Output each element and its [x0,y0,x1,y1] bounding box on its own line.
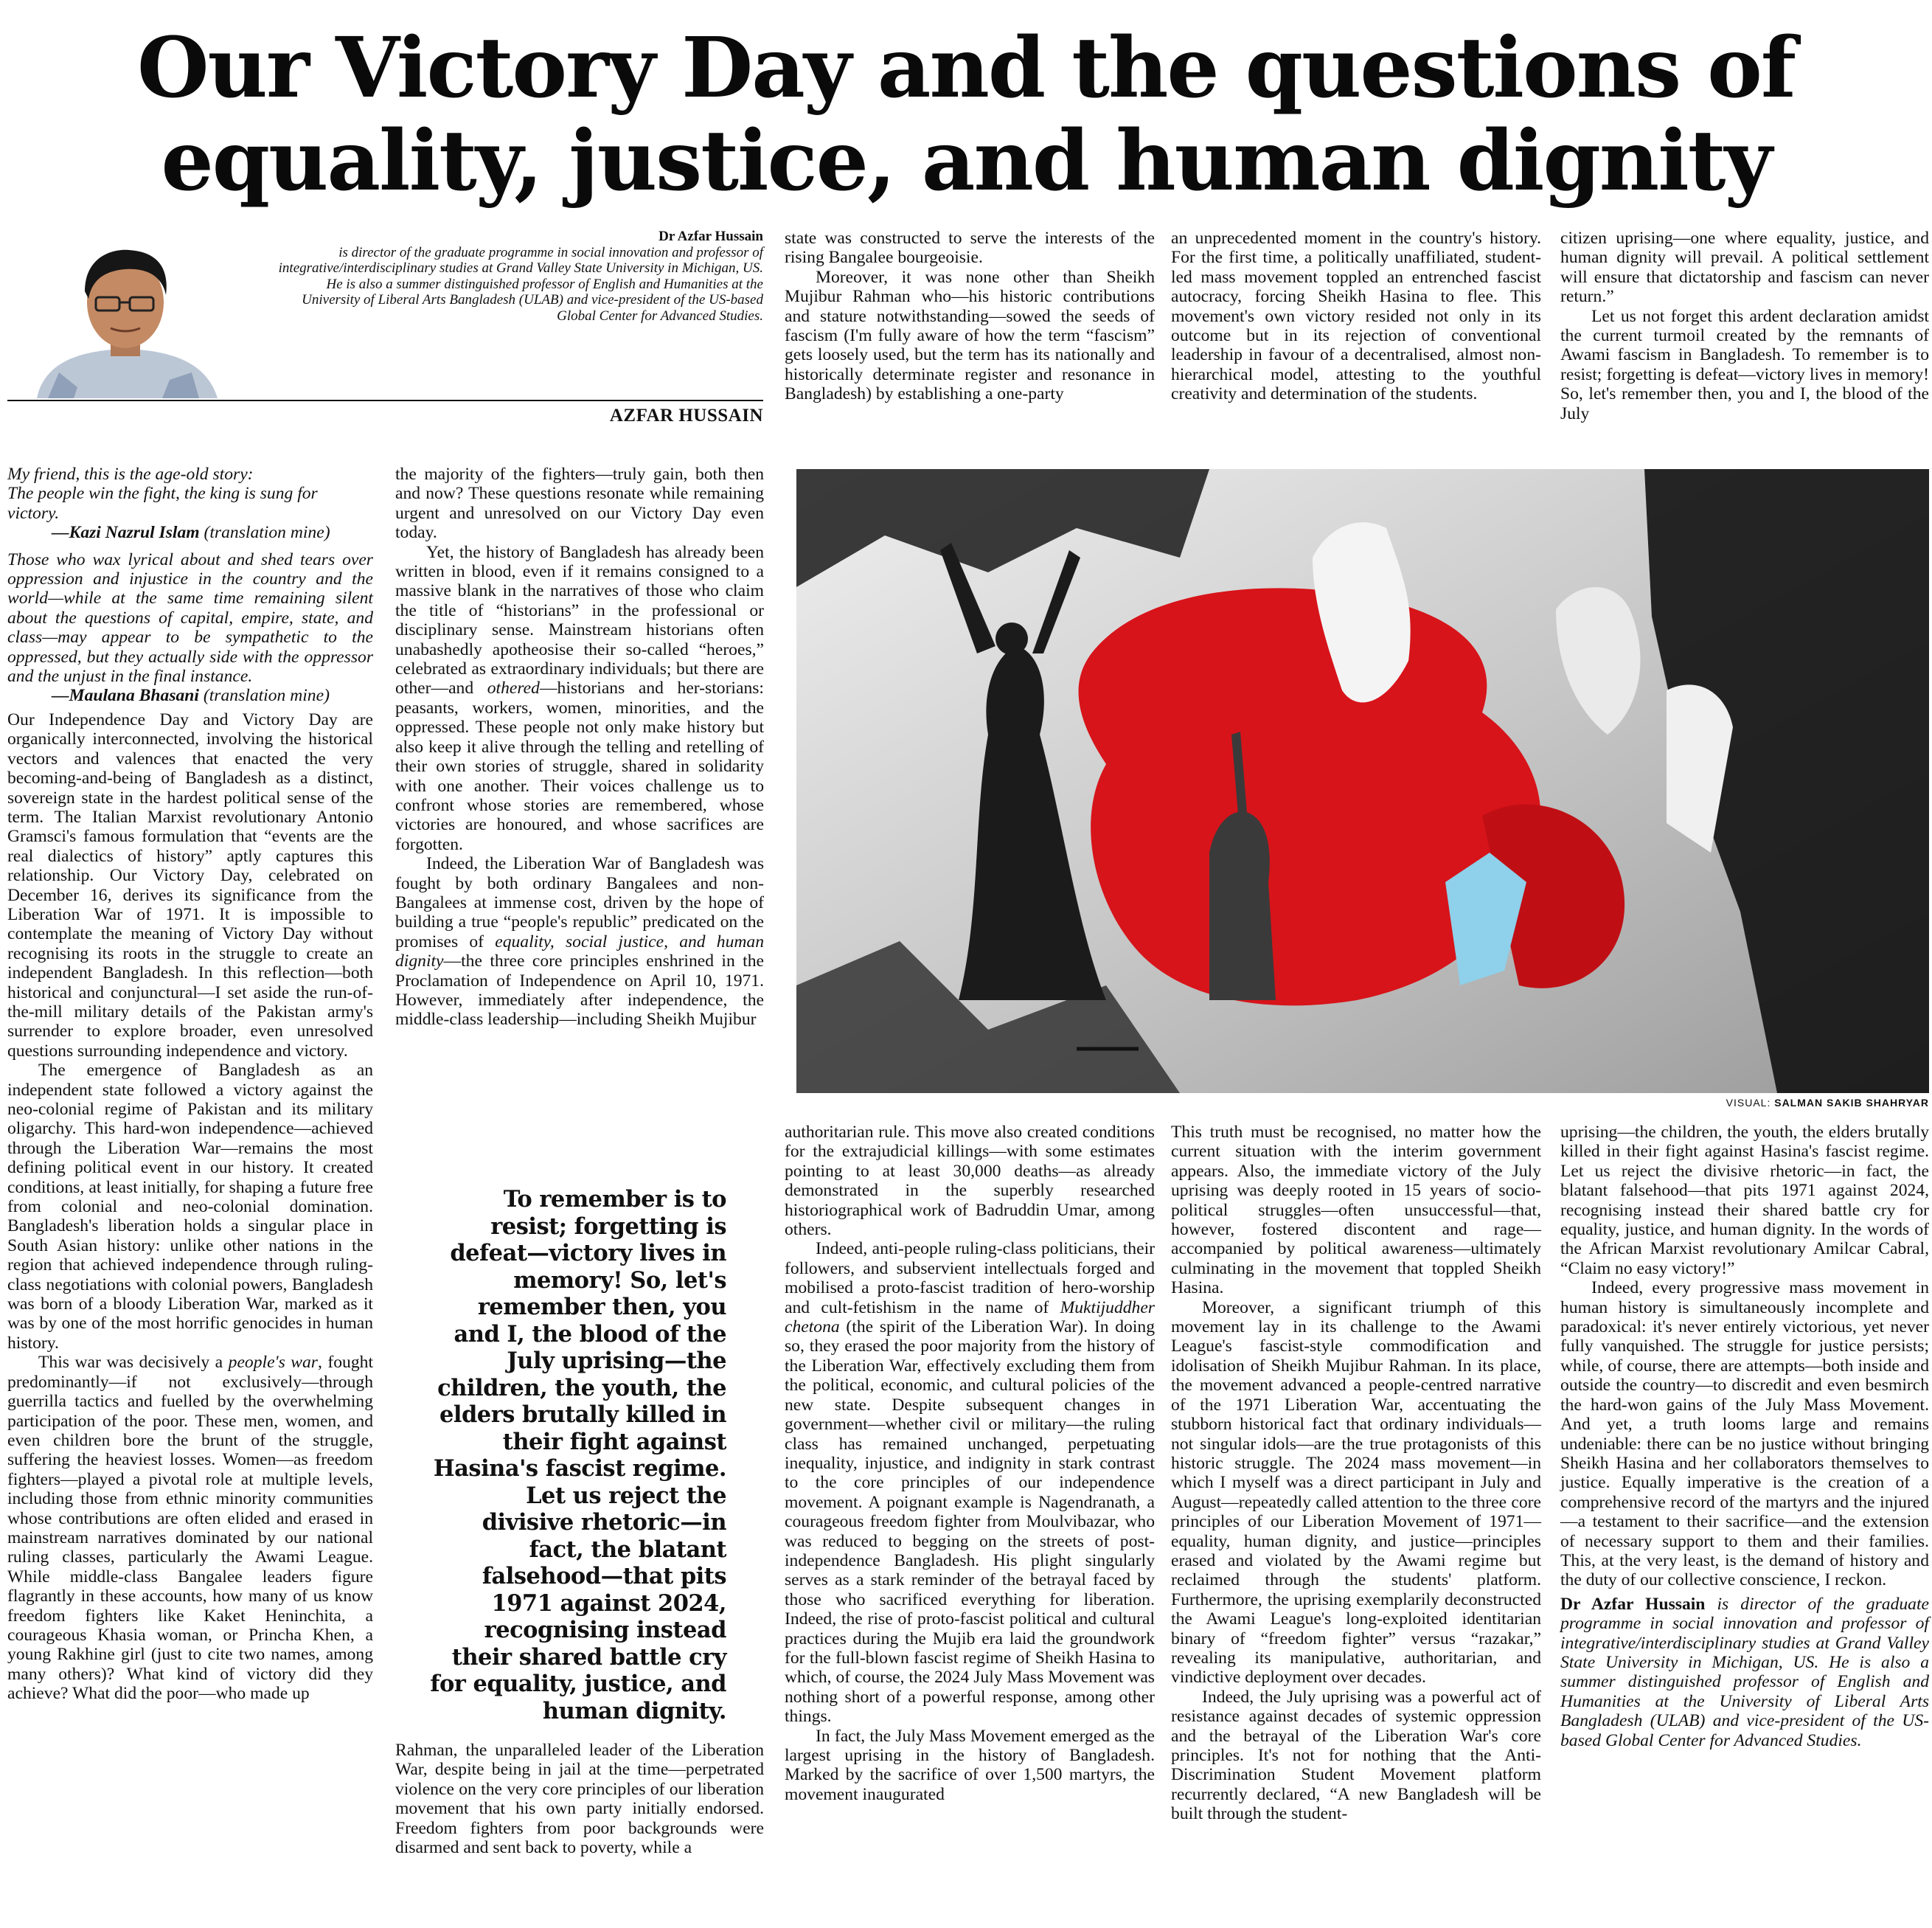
paragraph: Indeed, anti-people ruling-class politicians, their followers, and subservient intellectuals forged and mobilised a proto-fascist tradition of hero-worship and cult-fetishism in the name of Muktijuddher chetona (the spirit of the Liberation War). In doing so, they erased the poor majority from the history of the Liberation War, effectively excluding them from the political, economic, and cultural policies of the new state. Despite subsequent changes in government—whether civil or military—the ruling class has remained unchanged, perpetuating inequality, injustice, and indignity in stark contrast to the core principles of our independence movement. A poignant example is Nagendranath, a courageous freedom fighter from Moulvibazar, who was reduced to begging on the streets of post-independence Bangladesh. His plight singularly serves as a stark reminder of the betrayal faced by those who sacrificed everything for liberation. Indeed, the rise of proto-fascist political and cultural practices during the Mujib era laid the groundwork for the full-blown fascist regime of Sheikh Hasina to which, of course, the 2024 July Mass Movement was nothing short of a powerful response, among other things. [785,1239,1155,1727]
paragraph: The emergence of Bangladesh as an independent state followed a victory against the neo-colonial regime of Pakistan and its military oligarchy. This hard-won independence—achieved through the Liberation War—remains the most defining political event in our history. It created conditions, at least initially, for shaping a future free from colonial and neo-colonial domination. Bangladesh's liberation holds a singular place in South Asian history: unlike other nations in the region that achieved independence through ruling-class negotiations with colonial powers, Bangladesh was born of a bloody Liberation War, marked as it was by one of the most horrific genocides in human history. [7,1061,373,1353]
author-bio-text: is director of the graduate programme in social innovation and professor of integrative/interdisciplinary studies at Grand Valley State University in Michigan, US. He is also a summer distinguished professor of English and Humanities at the University of Liberal Arts Bangladesh (ULAB) and vice-president of the US-based Global Center for Advanced Studies. [278,244,763,324]
byline: AZFAR HUSSAIN [609,406,763,426]
column-2-bottom [395,1741,764,1857]
paragraph: In fact, the July Mass Movement emerged as the largest uprising in the history of Bangladesh. Marked by the sacrifice of over 1,500 martyrs, the movement inaugurated [785,1726,1155,1804]
column-5-top [1560,229,1929,423]
paragraph: This war was decisively a people's war, fought predominantly—if not exclusively—through guerrilla tactics and fuelled by the overwhelming participation of the poor. These men, women, and even children bore the brunt of the struggle, suffering the heaviest losses. Women—as freedom fighters—played a pivotal role at multiple levels, including those from ethnic minority communities whose contributions are often elided and erased in mainstream narratives dominated by our national ruling classes, particularly the Awami League. While middle-class Bangalee leaders figure flagrantly in these accounts, how many of us know freedom fighters like Kaket Heninchita, a courageous Khasia woman, or Princha Khen, a young Rakhine girl (just to cite two names, among many others)? What kind of victory did they achieve? What did the poor—who made up [7,1353,374,1704]
paragraph: Indeed, the Liberation War of Bangladesh was fought by both ordinary Bangalees and non-Bangalees at immense cost, driven by the hope of building a true “people's republic” predicated on the promises of equality, social justice, and human dignity—the three core principles enshrined in the Proclamation of Independence on April 10, 1971. However, immediately after independence, the middle-class leadership—including Sheikh Mujibur [395,854,764,1030]
epigraph-attribution: —Kazi Nazrul Islam [52,523,200,543]
paragraph: This truth must be recognised, no matter how the current situation with the interim government appears. Also, the immediate victory of the July uprising was deeply rooted in 15 years of socio-political struggles—often unsuccessful—that, however, fostered discontent and rage—accompanied by political awareness—ultimately culminating in the movement that toppled Sheikh Hasina. [1171,1123,1541,1298]
author-footer-bio: Dr Azfar Hussain is director of the graduate programme in social innovation and professor of integrative/interdisciplinary studies at Grand Valley State University in Michigan, US. He is also a summer distinguished professor of English and Humanities at the University of Liberal Arts Bangladesh (ULAB) and vice-president of the US-based Global Center for Advanced Studies. [1560,1594,1929,1750]
paragraph: an unprecedented moment in the country's history. For the first time, a politically unaffiliated, student-led mass movement toppled an entrenched fascist autocracy, forcing Sheikh Hasina to flee. This movement's own victory resided not only in its outcome but in its rejection of conventional leadership in favour of a decentralised, almost non-hierarchical model, attesting to the youthful creativity and determination of the students. [1171,229,1541,404]
column-1 [7,465,373,1704]
visual-credit: VISUAL: SALMAN SAKIB SHAHRYAR [1726,1097,1929,1109]
paragraph: citizen uprising—one where equality, justice, and human dignity will prevail. A political settlement will ensure that dictatorship and fascism can never return.” [1560,229,1929,307]
paragraph: Indeed, every progressive mass movement in human history is simultaneously incomplete and paradoxical: it's never entirely victorious, yet never fully vanquished. The struggle for justice persists; while, of course, there are attempts—both inside and outside the country—to discredit and even besmirch the hard-won gains of the July Mass Movement. And yet, a truth looms large and remains undeniable: there can be no justice without bringing Sheikh Hasina and her collaborators themselves to justice. Equally imperative is the creation of a comprehensive record of the martyrs and the injured—a testament to their sacrifice—and the extension of necessary support to them and their families. This, at the very least, is the demand of history and the duty of our collective conscience, I reckon. [1560,1278,1929,1590]
column-4-bottom [1171,1123,1541,1824]
author-name: Dr Azfar Hussain [659,229,763,244]
column-2-top [395,465,764,1030]
paragraph: Moreover, a significant triumph of this movement lay in its challenge to the Awami League's fascist-style commodification and idolisation of Sheikh Mujibur Rahman. In its place, the movement advanced a people-centred narrative of the 1971 Liberation War, accentuating the stubborn historical fact that ordinary individuals—not singular idols—are the true protagonists of this historic struggle. The 2024 mass movement—in which I myself was a direct participant in July and August—repeatedly called attention to the three core principles of our Liberation Movement of 1971—equality, human dignity, and justice—principles erased and violated by the Awami regime but reclaimed through the students' platform. Furthermore, the uprising exemplarily deconstructed the Awami League's long-exploited identitarian binary of “freedom fighter” versus “razakar,” revealing its manipulative, authoritarian, and vindictive deployment over decades. [1171,1297,1541,1688]
epigraph-bhasani: Those who wax lyrical about and shed tears over oppression and injustice in the country and the world—while at the same time remaining silent about the questions of capital, empire, state, and class—may appear to be sympathetic to the oppressed, but they actually side with the oppressor and the unjust in the final instance. —Maulana Bhasani (translation mine) [7,549,373,706]
author-bio [265,229,763,324]
paragraph: authoritarian rule. This move also created conditions for the extrajudicial killings—with some estimates pointing to at least 30,000 deaths—as already demonstrated in the superbly researched historiographical work of Badruddin Umar, among others. [785,1123,1155,1240]
headline: Our Victory Day and the questions of equality, justice, and human dignity [136,20,1796,209]
article-illustration [796,469,1929,1093]
byline-divider [7,400,763,401]
paragraph: Rahman, the unparalleled leader of the Liberation War, despite being in jail at the time—perpetrated violence on the very core principles of our liberation movement that his own party initially endorsed. Freedom fighters from poor backgrounds were disarmed and sent back to poverty, while a [395,1741,764,1858]
epigraph-nazrul: My friend, this is the age-old story: The people win the fight, the king is sung for victory. —Kazi Nazrul Islam (translation mine) [7,465,330,543]
paragraph: Indeed, the July uprising was a powerful act of resistance against decades of systemic oppression and the betrayal of the Liberation War's core principles. It's not for nothing that the Anti-Discrimination Student Movement platform recurrently declared, “A new Bangladesh will be built through the student- [1171,1687,1541,1824]
column-4-top [1171,229,1541,404]
paragraph: the majority of the fighters—truly gain, both then and now? These questions resonate while remaining urgent and unresolved on our Victory Day even today. [395,465,764,543]
paragraph: Yet, the history of Bangladesh has already been written in blood, even if it remains consigned to a massive blank in the narratives of those who claim the title of “historians” in the professional or disciplinary sense. Mainstream historians often unabashedly apotheosise their so-called “heroes,” celebrated as extraordinary individuals; but there are other—and othered—historians and her-storians: peasants, workers, women, minorities, and the oppressed. These people not only make history but also keep it alive through the telling and retelling of their own stories of struggle, shared in solidarity with one another. Their voices challenge us to confront whose stories are remembered, whose victories are honoured, and whose sacrifices are forgotten. [395,542,764,854]
epigraph-attribution: —Maulana Bhasani [52,686,199,706]
paragraph: Let us not forget this ardent declaration amidst the current turmoil created by the remnants of Awami fascism in Bangladesh. To remember is to resist; forgetting is defeat—victory lives in memory! So, let's remember then, you and I, the blood of the July [1560,306,1929,423]
column-3-top [785,229,1155,404]
column-5-bottom [1560,1123,1929,1750]
pull-quote: To remember is to resist; forgetting is defeat—victory lives in memory! So, let's remember then, you and I, the blood of the July uprising—the children, the youth, the elders brutally killed in their fight against Hasina's fascist regime. Let us reject the divisive rhetoric—in fact, the blatant falsehood—that pits 1971 against 2024, recognising instead their shared battle cry for equality, justice, and human dignity. [430,1186,726,1724]
paragraph: Our Independence Day and Victory Day are organically interconnected, involving the historical vectors and valences that enacted the very becoming-and-being of Bangladesh as a distinct, sovereign state in the hardest political sense of the term. The Italian Marxist revolutionary Antonio Gramsci's famous formulation that “events are the real dialectics of history” aptly captures this relationship. Our Victory Day, celebrated on December 16, derives its significance from the Liberation War of 1971. It is impossible to contemplate the meaning of Victory Day without recognising its roots in the struggle to create an independent Bangladesh. In this reflection—both historical and conjunctural—I set aside the run-of-the-mill military details of the Pakistan army's surrender to explore broader, even unresolved questions surrounding independence and victory. [7,710,373,1061]
author-portrait [7,232,243,398]
paragraph: uprising—the children, the youth, the elders brutally killed in their fight against Hasina's fascist regime. Let us reject the divisive rhetoric—in fact, the blatant falsehood—that pits 1971 against 2024, recognising instead their shared battle cry for equality, justice, and human dignity. In the words of the African Marxist revolutionary Amilcar Cabral, “Claim no easy victory!” [1560,1123,1929,1278]
paragraph: Moreover, it was none other than Sheikh Mujibur Rahman who—his historic contributions and stature notwithstanding—sowed the seeds of fascism (I'm fully aware of how the term “fascism” gets loosely used, but the term has its nationally and historically determinate register and resonance in Bangladesh) by establishing a one-party [785,267,1155,404]
paragraph: state was constructed to serve the interests of the rising Bangalee bourgeoisie. [785,229,1155,268]
column-3-bottom [785,1123,1155,1804]
